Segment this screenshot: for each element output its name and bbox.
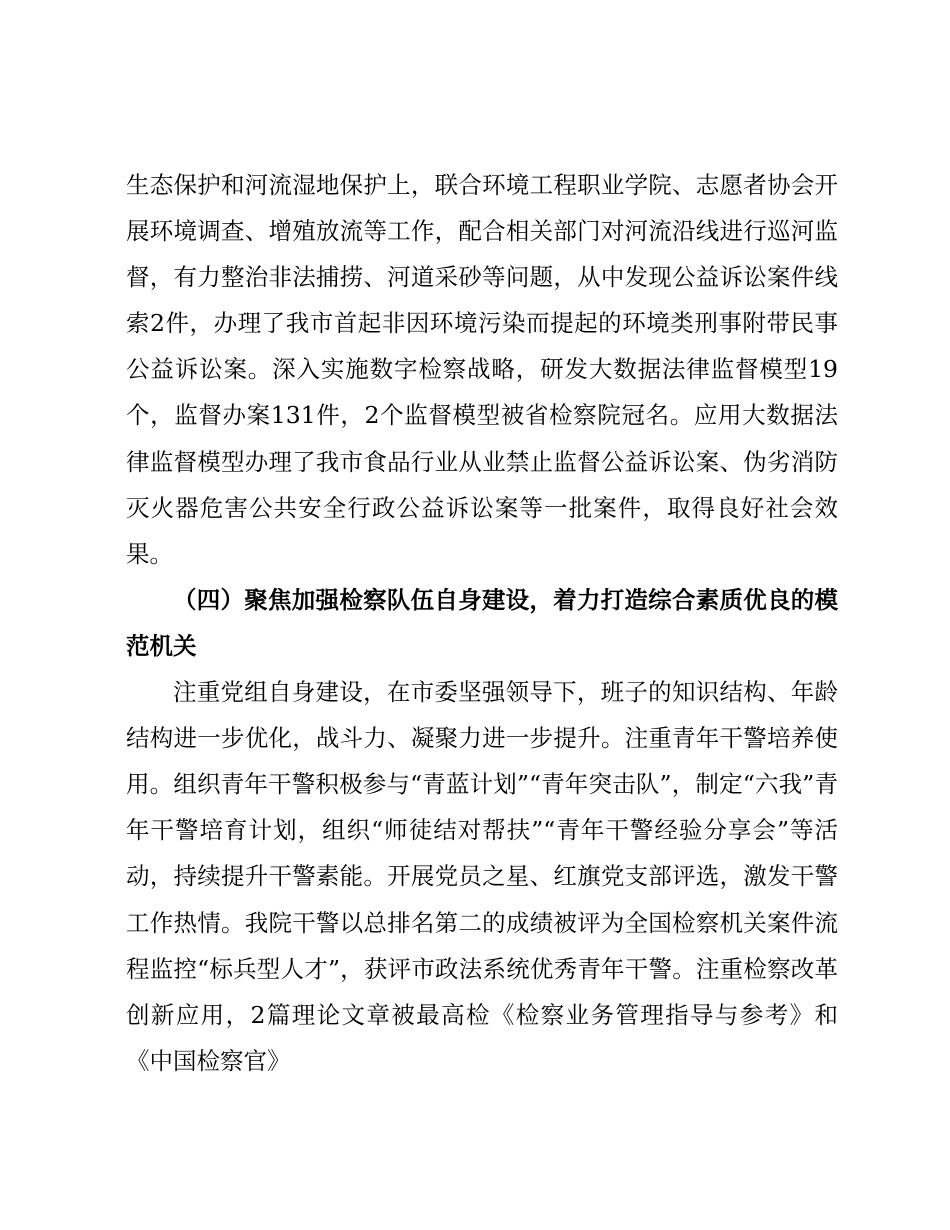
body-paragraph-team-building: 注重党组自身建设，在市委坚强领导下，班子的知识结构、年龄结构进一步优化，战斗力、凝聚力进一步提升。注重青年干警培养使用。组织青年干警积极参与“青蓝计划”“青年突击队”，制定“六我”青年干警培育计划，组织“师徒结对帮扶”“青年干警经验分享会”等活动，持续提升干警素能。开展党员之星、红旗党支部评选，激发干警工作热情。我院干警以总排名第二的成绩被评为全国检察机关案件流程监控“标兵型人才”，获评市政法系统优秀青年干警。注重检察改革创新应用，2篇理论文章被最高检《检察业务管理指导与参考》和《中国检察官》 <box>126 678 838 1075</box>
body-paragraph-continued: 生态保护和河流湿地保护上，联合环境工程职业学院、志愿者协会开展环境调查、增殖放流等工作，配合相关部门对河流沿线进行巡河监督，有力整治非法捕捞、河道采砂等问题，从中发现公益诉讼案件线索2件，办理了我市首起非因环境污染而提起的环境类刑事附带民事公益诉讼案。深入实施数字检察战略，研发大数据法律监督模型19个，监督办案131件，2个监督模型被省检察院冠名。应用大数据法律监督模型办理了我市食品行业从业禁止监督公益诉讼案、伪劣消防灭火器危害公共安全行政公益诉讼案等一批案件，取得良好社会效果。 <box>126 171 838 568</box>
document-body <box>126 162 838 1084</box>
section-heading-four: （四）聚焦加强检察队伍自身建设，着力打造综合素质优良的模范机关 <box>126 585 838 660</box>
